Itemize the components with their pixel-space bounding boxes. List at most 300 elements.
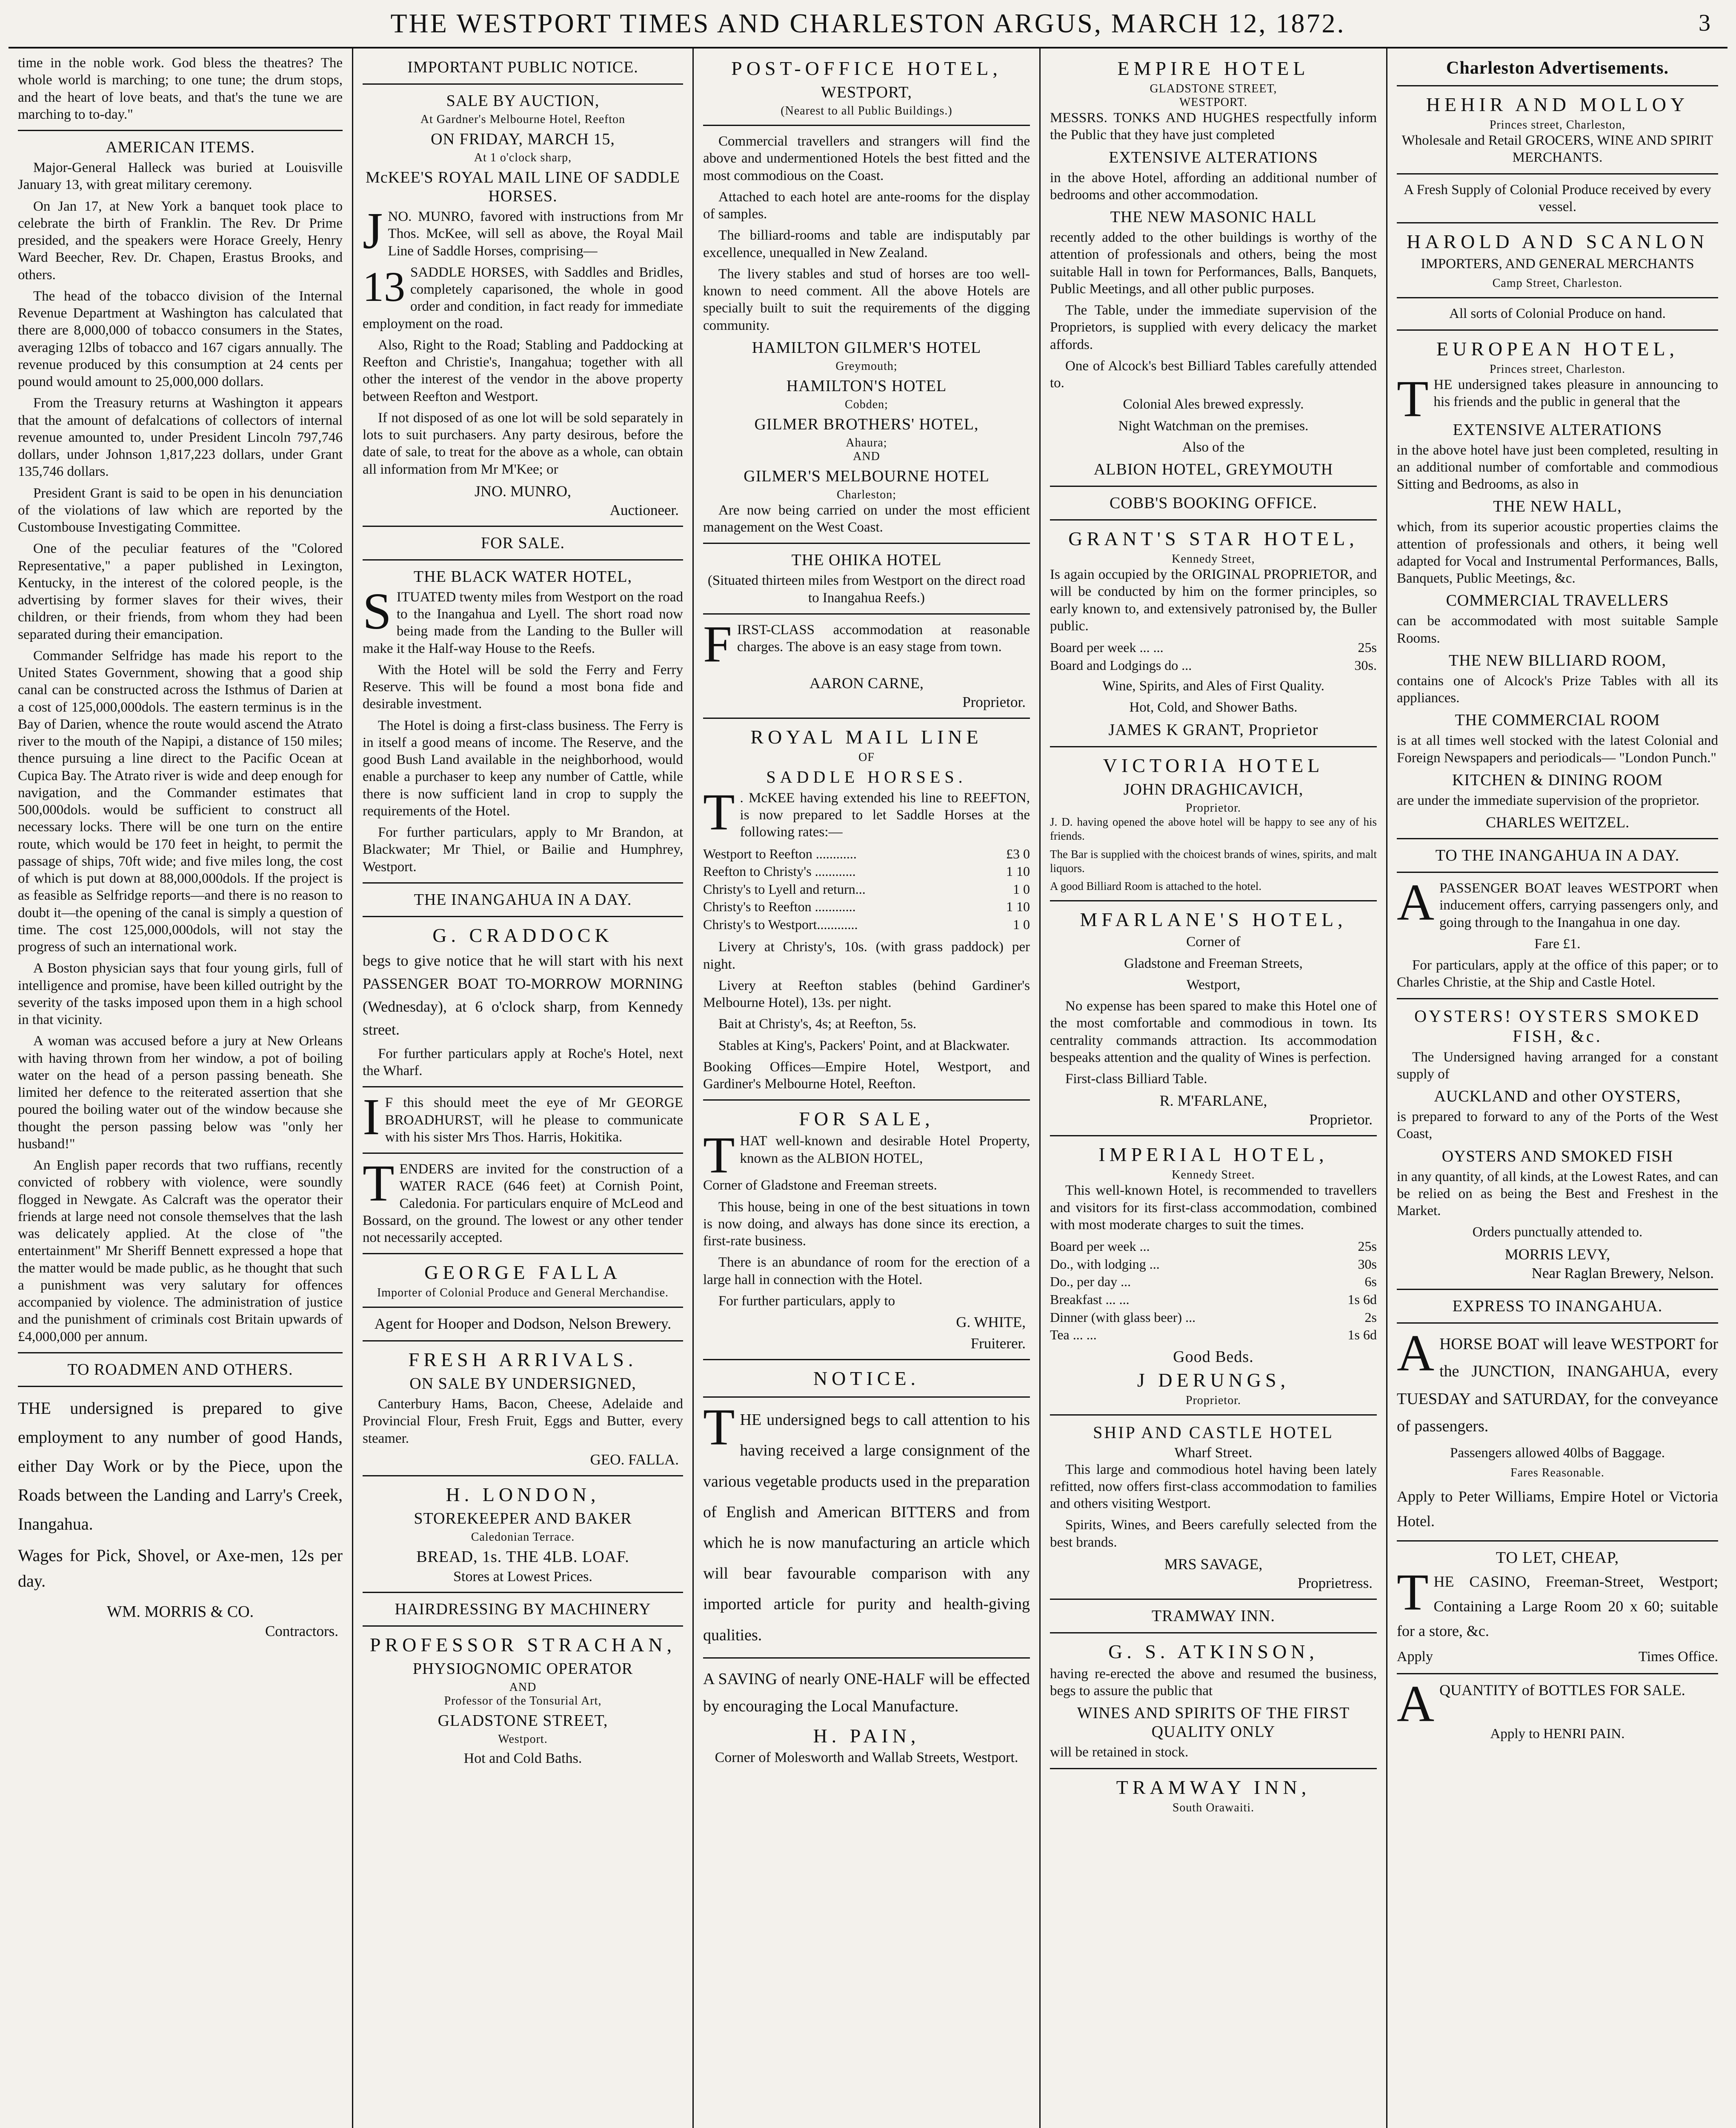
page-number: 3 — [1699, 10, 1710, 36]
shipcastle-body: This large and commodious hotel having been lately refitted, now offers first-class accommodation to families and others visiting Westport. — [1050, 1462, 1377, 1512]
forsale-p2: This house, being in one of the best situations in town is now doing, and always has done since its erection, a first-rate business. — [703, 1199, 1030, 1249]
drop-cap: S — [1093, 1422, 1104, 1442]
ad-wages: Wages for Pick, Shovel, or Axe-men, 12s per day. — [18, 1545, 343, 1590]
fresh-sub: ON SALE BY UNDERSIGNED, — [409, 1375, 636, 1393]
divider — [363, 559, 683, 561]
ad-title: TO ROADMEN AND OTHERS. — [67, 1360, 293, 1379]
stables: Stables at King's, Packers' Point, and at Blackwater. — [718, 1038, 1010, 1053]
hehir-heading: EHIR AND MOLLOY — [1444, 94, 1689, 115]
forsale-body: HAT well-known and desirable Hotel Property, known as the ALBION HOTEL, — [740, 1133, 1030, 1166]
ohika-heading: THE OHIKA HOTEL — [791, 551, 942, 569]
hehir-supply: A Fresh Supply of Colonial Produce received by every vessel. — [1404, 182, 1711, 215]
blackwater-body: ITUATED twenty miles from Westport on the road to the Inangahua and Lyell. The short road now being made from the Landing to the Buller will make it the Half-way House to the Reefs. — [363, 589, 683, 656]
and-word: AND — [853, 449, 880, 463]
empire-street: GLADSTONE STREET, — [1150, 82, 1277, 95]
imperial-rate-row: Do., with lodging ... 30s — [1050, 1256, 1377, 1272]
strachan-street: GLADSTONE STREET, — [438, 1711, 608, 1730]
auctioneer-name: JNO. MUNRO, — [474, 482, 572, 500]
strachan-name: ROFESSOR STRACHAN, — [385, 1633, 676, 1656]
shipcastle-signature: MRS SAVAGE, — [1164, 1555, 1263, 1573]
ohika-situated: (Situated thirteen miles from Westport on the direct road to Inangahua Reefs.) — [707, 573, 1026, 606]
imperial-body: This well-known Hotel, is recommended to travellers and visitors for its first-class accommodation, combined with most moderate charges to suit the times. — [1050, 1183, 1377, 1233]
passenger-p2: For particulars, apply at the office of this paper; or to Charles Christie, at the Ship and Castle Hotel. — [1397, 958, 1718, 990]
mfarlane-town: Westport, — [1186, 977, 1241, 992]
inangahua-day-heading: TO THE INANGAHUA IN A DAY. — [1435, 847, 1680, 864]
notice-heading: IMPORTANT PUBLIC NOTICE. — [407, 58, 638, 76]
auction-also: Also, Right to the Road; Stabling and Paddocking at Reefton and Christie's, Inangahua; together with all other the interest of the vendor in the above property between Reefton and Westport. — [363, 337, 683, 404]
rate-row: Christy's to Reefton ............ 1 10 — [703, 899, 1030, 915]
drop-cap: O — [1414, 1006, 1429, 1026]
grant-body: Is again occupied by the ORIGINAL PROPRIETOR, and will be conducted by him on the former principles, so early known to, and extensively patronised by, the Buller public. — [1050, 567, 1377, 634]
auction-day: ON FRIDAY, MARCH 15, — [431, 130, 615, 148]
harold-sorts: All sorts of Colonial Produce on hand. — [1449, 306, 1666, 322]
charleston-heading: Charleston Advertisements. — [1446, 58, 1669, 78]
craddock-p2: For further particulars apply at Roche's Hotel, next the Wharf. — [363, 1046, 683, 1078]
article-paragraph: An English paper records that two ruffians, recently convicted of robbery with violence, were soundly flogged in Newgate. As Calcraft was the operator their friends at large need not console themselves that the lash was delicately applied. At the close of "the entertainment" Mr Sheriff Bennett expressed a hope that the matter would be made public, as he thought that such a punishment was very salutary for offences accompanied by violence. The administration of justice and the punishment of criminals cost Britain upwards of £4,000,000 per annum. — [18, 1158, 343, 1344]
express-fares: Fares Reasonable. — [1510, 1466, 1604, 1480]
article-paragraph: Commander Selfridge has made his report to the United States Government, showing that a good ship canal can be constructed across the Isthmus of Darien at a cost of 125,000,000dols. The eastern terminus is in the Bay of Darien, whence the route would ascend the Atrato river to the mouth of the Napipi, a distance of 150 miles; thence pursuing a line direct to the Pacific Ocean at Cupica Bay. The Atrato river is wide and deep enough for navigation, and the Commander estimates that 500,000dols. would be sufficient to construct all necessary locks. There will be one turn on the entire route, which would be 170 feet in height, to permit the passage of ships, 70ft wide; and five miles long, the cost of which is put down at 88,000,000dols. If the project is as feasible as Selfridge reports—and there is no reason to doubt it—the opening of the canal is simply a question of time. The cost 125,000,000dols, will not stay the progress of such an international work. — [18, 648, 343, 955]
livery: Livery at Christy's, 10s. (with grass paddock) per night. — [703, 939, 1030, 972]
divider — [703, 1657, 1030, 1659]
oysters-p3: in any quantity, of all kinds, at the Lowest Rates, and can be relied on as being the Best and Freshest in the Market. — [1397, 1169, 1718, 1218]
harold-place: Camp Street, Charleston. — [1492, 277, 1623, 290]
drop-cap: H — [1406, 231, 1425, 252]
divider — [363, 1153, 683, 1154]
divider — [363, 1086, 683, 1087]
auction-time: At 1 o'clock sharp, — [474, 151, 572, 164]
divider — [363, 526, 683, 527]
divider — [1050, 1632, 1377, 1633]
london-name: . LONDON, — [464, 1483, 600, 1505]
european-ct: COMMERCIAL TRAVELLERS — [1446, 592, 1669, 610]
strachan-baths: Hot and Cold Baths. — [463, 1750, 582, 1766]
drop-cap: J — [363, 202, 383, 260]
mfarlane-title: Proprietor. — [1309, 1111, 1373, 1128]
article-paragraph: President Grant is said to be open in his denunciation of the violations of law which are reported by the Custombouse Investigating Committee. — [18, 485, 343, 535]
craddock-name: . CRADDOCK — [451, 924, 613, 946]
empire-table: The Table, under the immediate supervision of the Proprietors, is supplied with every delicacy the market affords. — [1050, 303, 1377, 352]
mfarlane-signature: R. M'FARLANE, — [1159, 1092, 1267, 1110]
article-paragraph: A woman was accused before a jury at New Orleans with having thrown from her window, a pot of boiling water on the head of a person passing beneath. She limited her defence to the reiterated assertion that she poured the boiling water out of the window because she thought the person passing below was "only her husband!" — [18, 1033, 343, 1152]
divider — [18, 1352, 343, 1353]
european-kd: KITCHEN & DINING ROOM — [1452, 771, 1663, 789]
imperial-beds: Good Beds. — [1173, 1347, 1254, 1366]
bottles-apply: Apply to HENRI PAIN. — [1490, 1726, 1625, 1742]
oysters-osf: OYSTERS AND SMOKED FISH — [1441, 1147, 1673, 1165]
drop-cap: A — [1397, 874, 1435, 931]
auction-horses: SADDLE HORSES, with Saddles and Bridles, completely caparisoned, the whole in good order and condition, in fact ready for immediate employment on the road. — [363, 264, 683, 332]
hamilton-town: Greymouth; — [835, 359, 898, 373]
forsale-p3: There is an abundance of room for the erection of a large hall in connection with the Hotel. — [703, 1255, 1030, 1287]
oysters-orders: Orders punctually attended to. — [1472, 1224, 1643, 1240]
divider — [18, 130, 343, 131]
empire-town: WESTPORT. — [1179, 96, 1248, 109]
empire-body: MESSRS. TONKS AND HUGHES respectfully inform the Public that they have just completed — [1050, 110, 1377, 143]
imperial-rate-row: Do., per day ... 6s — [1050, 1274, 1377, 1290]
notice-heading: NOTICE. — [813, 1367, 920, 1390]
drop-cap: P — [731, 57, 746, 79]
grant-wine: Wine, Spirits, and Ales of First Quality. — [1102, 678, 1324, 694]
booking: Booking Offices—Empire Hotel, Westport, and Gardiner's Melbourne Hotel, Reefton. — [703, 1059, 1030, 1092]
drop-cap: G — [432, 924, 451, 946]
express-apply: Apply to Peter Williams, Empire Hotel or Victoria Hotel. — [1397, 1488, 1718, 1530]
hehir-trade: Wholesale and Retail GROCERS, WINE AND SPIRIT MERCHANTS. — [1401, 133, 1713, 166]
harold-trade: IMPORTERS, AND GENERAL MERCHANTS — [1421, 256, 1694, 272]
grant-baths: Hot, Cold, and Shower Baths. — [1129, 700, 1298, 715]
empire-p2: in the above Hotel, affording an additional number of bedrooms and other accommodation. — [1050, 170, 1377, 203]
imperial-street: Kennedy Street. — [1172, 1168, 1255, 1182]
fresh-signature: GEO. FALLA. — [590, 1451, 679, 1468]
oysters-address: Near Raglan Brewery, Nelson. — [1531, 1264, 1714, 1281]
divider — [1050, 486, 1377, 487]
column-3 — [694, 49, 1041, 2128]
victoria-heading: ICTORIA HOTEL — [1121, 754, 1324, 776]
article-paragraph: Major-General Halleck was buried at Louisville January 13, with great military ceremony. — [18, 160, 343, 193]
gmb-heading: GILMER'S MELBOURNE HOTEL — [744, 467, 990, 485]
divider — [703, 543, 1030, 544]
london-stores: Stores at Lowest Prices. — [453, 1568, 592, 1585]
drop-cap: I — [363, 1088, 380, 1146]
mfarlane-heading: FARLANE'S HOTEL, — [1101, 909, 1347, 931]
atkinson-body: having re-erected the above and resumed the business, begs to assure the public that — [1050, 1666, 1377, 1699]
european-br-body: contains one of Alcock's Prize Tables with all its appliances. — [1397, 673, 1718, 706]
tolet-office: Times Office. — [1639, 1649, 1718, 1665]
drop-cap: H — [1426, 94, 1445, 115]
falla-name: EORGE FALLA — [443, 1261, 621, 1284]
broadhurst-body: F this should meet the eye of Mr GEORGE BROADHURST, will he please to communicate with his sister Mrs Thos. Harris, Hokitika. — [385, 1095, 683, 1145]
empire-alcock: One of Alcock's best Billiard Tables carefully attended to. — [1050, 358, 1377, 391]
london-bread: BREAD, 1s. THE 4LB. LOAF. — [416, 1547, 629, 1566]
ad-signature: WM. MORRIS & CO. — [106, 1602, 254, 1621]
royal-mail-body: . McKEE having extended his line to REEFTON, is now prepared to let Saddle Horses at the following rates:— — [740, 790, 1030, 840]
po-near: (Nearest to all Public Buildings.) — [781, 104, 952, 117]
divider — [363, 1592, 683, 1593]
divider — [1050, 1599, 1377, 1600]
divider — [363, 83, 683, 85]
po-heading: OST-OFFICE HOTEL, — [746, 57, 1002, 79]
drop-cap: G — [1108, 1640, 1127, 1662]
drop-cap: F — [408, 1349, 424, 1371]
auction-body: NO. MUNRO, favored with instructions from Mr Thos. McKee, will sell as above, the Royal Mail Line of Saddle Horses, comprising— — [388, 209, 683, 259]
drop-cap: P — [369, 1633, 385, 1656]
bottles-body: QUANTITY of BOTTLES FOR SALE. — [1439, 1682, 1685, 1699]
albion-heading: ALBION HOTEL, GREYMOUTH — [1093, 460, 1333, 478]
oysters-heading: YSTERS! OYSTERS SMOKED FISH, &c. — [1428, 1006, 1701, 1046]
divider — [1397, 85, 1718, 86]
auctioneer-title: Auctioneer. — [609, 501, 679, 518]
ohika-body: IRST-CLASS accommodation at reasonable charges. The above is an easy stage from town. — [737, 622, 1030, 655]
po-town: WESTPORT, — [821, 83, 912, 101]
empire-heading: MPIRE HOTEL — [1133, 57, 1310, 79]
auction-line: McKEE'S ROYAL MAIL LINE OF SADDLE HORSES. — [366, 169, 680, 205]
tramway-inn-place: South Orawaiti. — [1172, 1801, 1255, 1814]
european-signature: CHARLES WEITZEL. — [1485, 814, 1630, 831]
po-p4: The livery stables and stud of horses are too well-known to need comment. All the above Hotels are specially built to suit the requirements of the digging community. — [703, 266, 1030, 333]
divider — [1397, 998, 1718, 999]
drop-cap: T — [1397, 370, 1429, 428]
express-body: HORSE BOAT will leave WESTPORT for the JUNCTION, INANGAHUA, every TUESDAY and SATURDAY, for the conveyance of passengers. — [1397, 1335, 1718, 1436]
drop-cap: A — [1397, 1324, 1435, 1382]
shipcastle-street: Wharf Street. — [1174, 1444, 1253, 1461]
divider — [703, 718, 1030, 719]
forsale-corner: Corner of Gladstone and Freeman streets. — [703, 1178, 937, 1193]
divider — [363, 1625, 683, 1627]
drop-cap: F — [703, 615, 732, 673]
divider — [1397, 1289, 1718, 1290]
hair-heading: HAIRDRESSING BY MACHINERY — [395, 1600, 651, 1618]
imperial-rate-row: Tea ... ... 1s 6d — [1050, 1327, 1377, 1343]
tolet-apply-row — [1397, 1647, 1718, 1666]
imperial-rates — [1050, 1238, 1377, 1344]
derungs-title: Proprietor. — [1186, 1393, 1241, 1407]
po-body: Commercial travellers and strangers will find the above and undermentioned Hotels the best fitted and the most commodious on the Coast. — [703, 134, 1030, 183]
hamilton-heading: HAMILTON GILMER'S HOTEL — [752, 338, 981, 357]
victoria-body: J. D. having opened the above hotel will be happy to see any of his friends. — [1050, 815, 1377, 842]
tolet-body: HE CASINO, Freeman-Street, Westport; Containing a Large Room 20 x 60; suitable for a store, &c. — [1397, 1573, 1718, 1639]
falla-agent: Agent for Hooper and Dodson, Nelson Brewery. — [374, 1315, 672, 1333]
column-4 — [1041, 49, 1387, 2128]
article-paragraph: On Jan 17, at New York a banquet took place to celebrate the birth of Franklin. The Rev. Dr Prime presided, and the speakers were Horace Greely, Henry Ward Beecher, Rev. Dr. Chapen, Erastus Brooks, and others. — [18, 198, 343, 283]
divider — [1397, 329, 1718, 331]
mfarlane-streets: Gladstone and Freeman Streets, — [1124, 955, 1303, 971]
european-kd-body: are under the immediate supervision of the proprietor. — [1397, 792, 1700, 808]
divider — [1050, 746, 1377, 747]
divider — [363, 882, 683, 884]
ohika-title: Proprietor. — [962, 693, 1026, 710]
divider — [1397, 1673, 1718, 1674]
rate-row: Westport to Reefton ............ £3 0 — [703, 846, 1030, 861]
blackwater-p3: The Hotel is doing a first-class business. The Ferry is in itself a good means of income. The Reserve, and the good Bush Land available in the neighborhood, would enable a purchaser to keep any number of Cattle, while there is now sufficient land in crop to supply the requirements of the Hotel. — [363, 718, 683, 819]
imperial-rate-row: Breakfast ... ... 1s 6d — [1050, 1291, 1377, 1307]
craddock-body: begs to give notice that he will start with his next PASSENGER BOAT TO-MORROW MORNING (Wednesday), at 6 o'clock sharp, from Kennedy street. — [363, 952, 683, 1038]
tenders-body: ENDERS are invited for the construction of a WATER RACE (646 feet) at Cornish Point, Caledonia. For particulars enquire of McLeod and Bossard, on the ground. The lowest or any other tender not necessarily accepted. — [363, 1161, 683, 1245]
article-paragraph: One of the peculiar features of the "Colored Representative," a paper published in Lexington, Kentucky, in the interest of the colored people, is the advertising by former slaves for their wives, their children, or their friends, from whom they had been separated during their emancipation. — [18, 541, 343, 642]
strachan-and: AND — [509, 1680, 537, 1694]
drop-cap: V — [1103, 754, 1121, 776]
column-1 — [9, 49, 353, 2128]
blackwater-p4: For further particulars, apply to Mr Brandon, at Blackwater; Mr Thiel, or Bailie and Humphrey, Westport. — [363, 825, 683, 875]
masonic-body: recently added to the other buildings is worthy of the attention of professionals and others, being the most suitable Hall in town for Performances, Balls, Banquets, Public Meetings, and all other public purposes. — [1050, 230, 1377, 297]
article-paragraph: The head of the tobacco division of the Internal Revenue Department at Washington has calculated that there are 8,000,000 of tobacco consumers in the States, averaging 12lbs of tobacco and 167 cigars annually. The revenue produced by this consumption at 24 cents per pound would amount to 25,000,000 dollars. — [18, 288, 343, 389]
gmb-town: Charleston; — [836, 488, 897, 501]
european-br: THE NEW BILLIARD ROOM, — [1448, 651, 1667, 669]
shipcastle-heading: HIP AND CASTLE HOTEL — [1104, 1422, 1334, 1442]
mfarlane-body: No expense has been spared to make this Hotel one of the most comfortable and commodious in town. Its centrality commands attraction. Its accommodation bespeaks attention and the quality of Wines is perfection. — [1050, 998, 1377, 1065]
divider — [1397, 173, 1718, 174]
drop-cap: A — [1397, 1675, 1435, 1733]
divider — [703, 1099, 1030, 1101]
ad-body: THE undersigned is prepared to give employment to any number of good Hands, either Day Work or by the Piece, upon the Roads between the Landing and Larry's Creek, Inangahua. — [18, 1398, 343, 1533]
fresh-body: Canterbury Hams, Bacon, Cheese, Adelaide and Provincial Flour, Fresh Fruit, Eggs and Butter, every steamer. — [363, 1396, 683, 1446]
london-sub: STOREKEEPER AND BAKER — [414, 1509, 632, 1527]
column-5 — [1387, 49, 1727, 2128]
drop-cap: M — [1080, 909, 1102, 931]
express-heading: EXPRESS TO INANGAHUA. — [1452, 1297, 1663, 1315]
grant-rate-row: Board per week ... ... 25s — [1050, 640, 1377, 655]
article-paragraph: A Boston physician says that four young girls, full of intelligence and promise, have been killed outright by the severity of the tasks imposed upon them in a high school in that vicinity. — [18, 961, 343, 1027]
divider — [1050, 1768, 1377, 1769]
drop-cap: H — [446, 1483, 464, 1505]
cobb-heading: COBB'S BOOKING OFFICE. — [1109, 494, 1318, 512]
divider — [363, 1253, 683, 1254]
forsale-p4: For further particulars, apply to — [718, 1293, 895, 1309]
royal-mail-of: OF — [858, 750, 875, 764]
divider — [1050, 900, 1377, 901]
european-place: Princes street, Charleston. — [1489, 362, 1626, 376]
strachan-sub: PHYSIOGNOMIC OPERATOR — [412, 1659, 633, 1678]
gilmer-town: Ahaura; — [846, 436, 887, 449]
divider — [1397, 1540, 1718, 1542]
gilmer-heading: GILMER BROTHERS' HOTEL, — [754, 415, 979, 433]
article-paragraph: From the Treasury returns at Washington it appears that the amount of defalcations of collectors of internal revenue amounted to, under President Lincoln 797,746 dollars, under Johnson 1,817,223 dollars, under Grant 135,746 dollars. — [18, 395, 343, 480]
oysters-auckland: AUCKLAND and other OYSTERS, — [1434, 1087, 1681, 1105]
divider — [363, 916, 683, 917]
divider — [363, 1340, 683, 1341]
masthead — [9, 0, 1727, 49]
passenger-body: PASSENGER BOAT leaves WESTPORT when inducement offers, carrying passengers only, and going through to the Inangahua in one day. — [1439, 881, 1718, 930]
grant-heading: RANT'S STAR HOTEL, — [1087, 528, 1358, 549]
imperial-rate-row: Board per week ... 25s — [1050, 1238, 1377, 1254]
drop-cap: T — [703, 1399, 735, 1456]
divider — [1397, 1322, 1718, 1324]
derungs-heading: DERUNGS, — [1158, 1369, 1290, 1391]
oysters-p2: is prepared to forward to any of the Ports of the West Coast, — [1397, 1109, 1718, 1142]
pain-name: H. PAIN, — [813, 1725, 920, 1747]
drop-cap: J — [1137, 1369, 1149, 1391]
forsale-heading: FOR SALE. — [481, 534, 565, 552]
falla-sub: Importer of Colonial Produce and General Merchandise. — [377, 1286, 669, 1300]
grant-signature: JAMES K GRANT, Proprietor — [1108, 721, 1318, 739]
divider — [1050, 1135, 1377, 1136]
mfarlane-billiard: First-class Billiard Table. — [1065, 1071, 1207, 1087]
auction-ifnot: If not disposed of as one lot will be sold separately in lots to suit purchasers. Any party desirous, before the date of sale, to treat for the above as a whole, can obtain all information from Mr M'Kee; or — [363, 410, 683, 477]
ohika-signature: AARON CARNE, — [809, 674, 924, 692]
blackwater-heading: THE BLACK WATER HOTEL, — [413, 567, 632, 586]
drop-cap: T — [363, 1155, 395, 1212]
atkinson-wines: WINES AND SPIRITS OF THE FIRST QUALITY ONLY — [1077, 1704, 1350, 1741]
drop-cap: T — [703, 783, 735, 841]
imperial-rate-row: Dinner (with glass beer) ... 2s — [1050, 1309, 1377, 1325]
empire-alterations: EXTENSIVE ALTERATIONS — [1109, 148, 1318, 166]
victoria-bar: The Bar is supplied with the choicest brands of wines, spirits, and malt liquors. — [1050, 847, 1377, 875]
european-cr-body: is at all times well stocked with the latest Colonial and Foreign Newspapers and periodicals— "London Punch." — [1397, 733, 1718, 766]
rate-row: Christy's to Lyell and return... 1 0 — [703, 881, 1030, 897]
drop-cap: 13 — [363, 263, 405, 310]
strachan-art: Professor of the Tonsurial Art, — [444, 1694, 602, 1708]
divider — [1050, 1414, 1377, 1416]
auction-heading: SALE BY AUCTION, — [446, 92, 600, 110]
atkinson-heading: . S. ATKINSON, — [1127, 1640, 1318, 1662]
mfarlane-corner: Corner of — [1186, 934, 1241, 950]
oysters-signature: MORRIS LEVY, — [1504, 1245, 1610, 1263]
harold-heading: AROLD AND SCANLON — [1425, 231, 1709, 252]
london-place: Caledonian Terrace. — [471, 1530, 575, 1544]
imperial-heading: MPERIAL HOTEL, — [1109, 1144, 1328, 1166]
po-p2: Attached to each hotel are ante-rooms for the display of samples. — [703, 189, 1030, 222]
divider — [1050, 519, 1377, 521]
drop-cap: E — [1117, 57, 1134, 79]
grant-rate-row: Board and Lodgings do ... 30s. — [1050, 657, 1377, 673]
masonic-heading: THE NEW MASONIC HALL — [1110, 208, 1317, 226]
bait: Bait at Christy's, 4s; at Reefton, 5s. — [718, 1016, 917, 1032]
forsale-title: Fruiterer. — [970, 1335, 1026, 1352]
livery2: Livery at Reefton stables (behind Gardiner's Melbourne Hotel), 13s. per night. — [703, 978, 1030, 1011]
empire-colonial: Colonial Ales brewed expressly. — [1123, 397, 1304, 412]
inangahua-heading: THE INANGAHUA IN A DAY. — [414, 890, 632, 909]
masthead-title: THE WESTPORT TIMES AND CHARLESTON ARGUS, MARCH 12, 1872. — [390, 8, 1346, 38]
express-baggage: Passengers allowed 40lbs of Baggage. — [1450, 1445, 1665, 1461]
divider — [1397, 297, 1718, 298]
article-heading: AMERICAN ITEMS. — [106, 138, 255, 156]
hehir-place: Princes street, Charleston, — [1489, 118, 1626, 132]
forsale-signature: G. WHITE, — [956, 1314, 1026, 1331]
divider — [703, 1396, 1030, 1398]
passenger-fare: Fare £1. — [1534, 936, 1581, 952]
column-2 — [353, 49, 694, 2128]
drop-cap: T — [1397, 1564, 1429, 1622]
strachan-town: Westport. — [498, 1732, 548, 1746]
rate-row: Reefton to Christy's ............ 1 10 — [703, 864, 1030, 879]
blackwater-p2: With the Hotel will be sold the Ferry and Ferry Reserve. This will be found a most bona fide and desirable investment. — [363, 662, 683, 712]
european-hall: THE NEW HALL, — [1493, 498, 1622, 516]
atkinson-kept: will be retained in stock. — [1050, 1745, 1189, 1760]
notice-body: HE undersigned begs to call attention to his having received a large consignment of the various vegetable products used in the preparation of English and American BITTERS and from which he is now manufacturing an article which will bear favourable comparison with any imported article for purity and health-giving qualities. — [703, 1411, 1030, 1644]
tramway-heading: TRAMWAY INN. — [1152, 1607, 1275, 1625]
fresh-head: RESH ARRIVALS. — [423, 1349, 638, 1371]
gmb-body: Are now being carried on under the most efficient management on the West Coast. — [703, 502, 1030, 535]
hamilton2-heading: HAMILTON'S HOTEL — [786, 377, 947, 395]
divider — [363, 1307, 683, 1308]
victoria-name: JOHN DRAGHICAVICH, — [1123, 780, 1304, 798]
royal-mail-heading: ROYAL MAIL LINE — [750, 726, 983, 748]
european-p2: in the above hotel have just been completed, resulting in an additional number of comfortable and commodious Sitting and Bedrooms, as also in — [1397, 442, 1718, 492]
po-p3: The billiard-rooms and table are indisputably par excellence, unequalled in New Zealand. — [703, 228, 1030, 260]
empire-night: Night Watchman on the premises. — [1118, 418, 1309, 434]
divider — [703, 1359, 1030, 1360]
article-intro: time in the noble work. God bless the theatres? The whole world is marching; to one tune; the drum stops, and the heart of love beats, and that's the tune we are marching to to-day." — [18, 55, 343, 122]
ad-signature-title: Contractors. — [265, 1622, 338, 1639]
tolet-heading: TO LET, CHEAP, — [1496, 1549, 1619, 1567]
columns — [9, 49, 1727, 2128]
divider — [18, 1386, 343, 1387]
divider — [1397, 222, 1718, 223]
drop-cap: I — [1098, 1144, 1110, 1166]
divider — [1397, 872, 1718, 873]
european-alterations: EXTENSIVE ALTERATIONS — [1453, 420, 1662, 439]
european-cr: THE COMMERCIAL ROOM — [1455, 711, 1660, 729]
tramway-inn-heading: TRAMWAY INN, — [1116, 1776, 1311, 1798]
divider — [363, 1475, 683, 1476]
saving: A SAVING of nearly ONE-HALF will be effected by encouraging the Local Manufacture. — [703, 1670, 1030, 1716]
pain-address: Corner of Molesworth and Wallab Streets, Westport. — [715, 1749, 1018, 1765]
shipcastle-spirits: Spirits, Wines, and Beers carefully selected from the best brands. — [1050, 1517, 1377, 1550]
forsale-heading: FOR SALE, — [799, 1108, 934, 1130]
victoria-title: Proprietor. — [1186, 801, 1241, 815]
european-heading: EUROPEAN HOTEL, — [1436, 338, 1679, 360]
tolet-apply: Apply — [1397, 1649, 1433, 1665]
victoria-billiard: A good Billiard Room is attached to the hotel. — [1050, 880, 1262, 893]
empire-also: Also of the — [1182, 439, 1245, 455]
european-p3: which, from its superior acoustic properties claims the attention of professionals and others, it being well adapted for Vocal and Instrumental Performances, Balls, Banquets, Public Meetings, &c. — [1397, 519, 1718, 586]
rates-table — [703, 845, 1030, 934]
european-body: HE undersigned takes pleasure in announcing to his friends and the public in general that the — [1433, 377, 1718, 409]
drop-cap: G — [1068, 528, 1087, 549]
drop-cap: S — [363, 582, 392, 640]
european-ct-body: can be accommodated with most suitable Sample Rooms. — [1397, 613, 1718, 646]
hamilton2-town: Cobden; — [845, 398, 888, 411]
drop-cap: T — [703, 1127, 735, 1184]
oysters-body: The Undersigned having arranged for a constant supply of — [1397, 1049, 1718, 1082]
